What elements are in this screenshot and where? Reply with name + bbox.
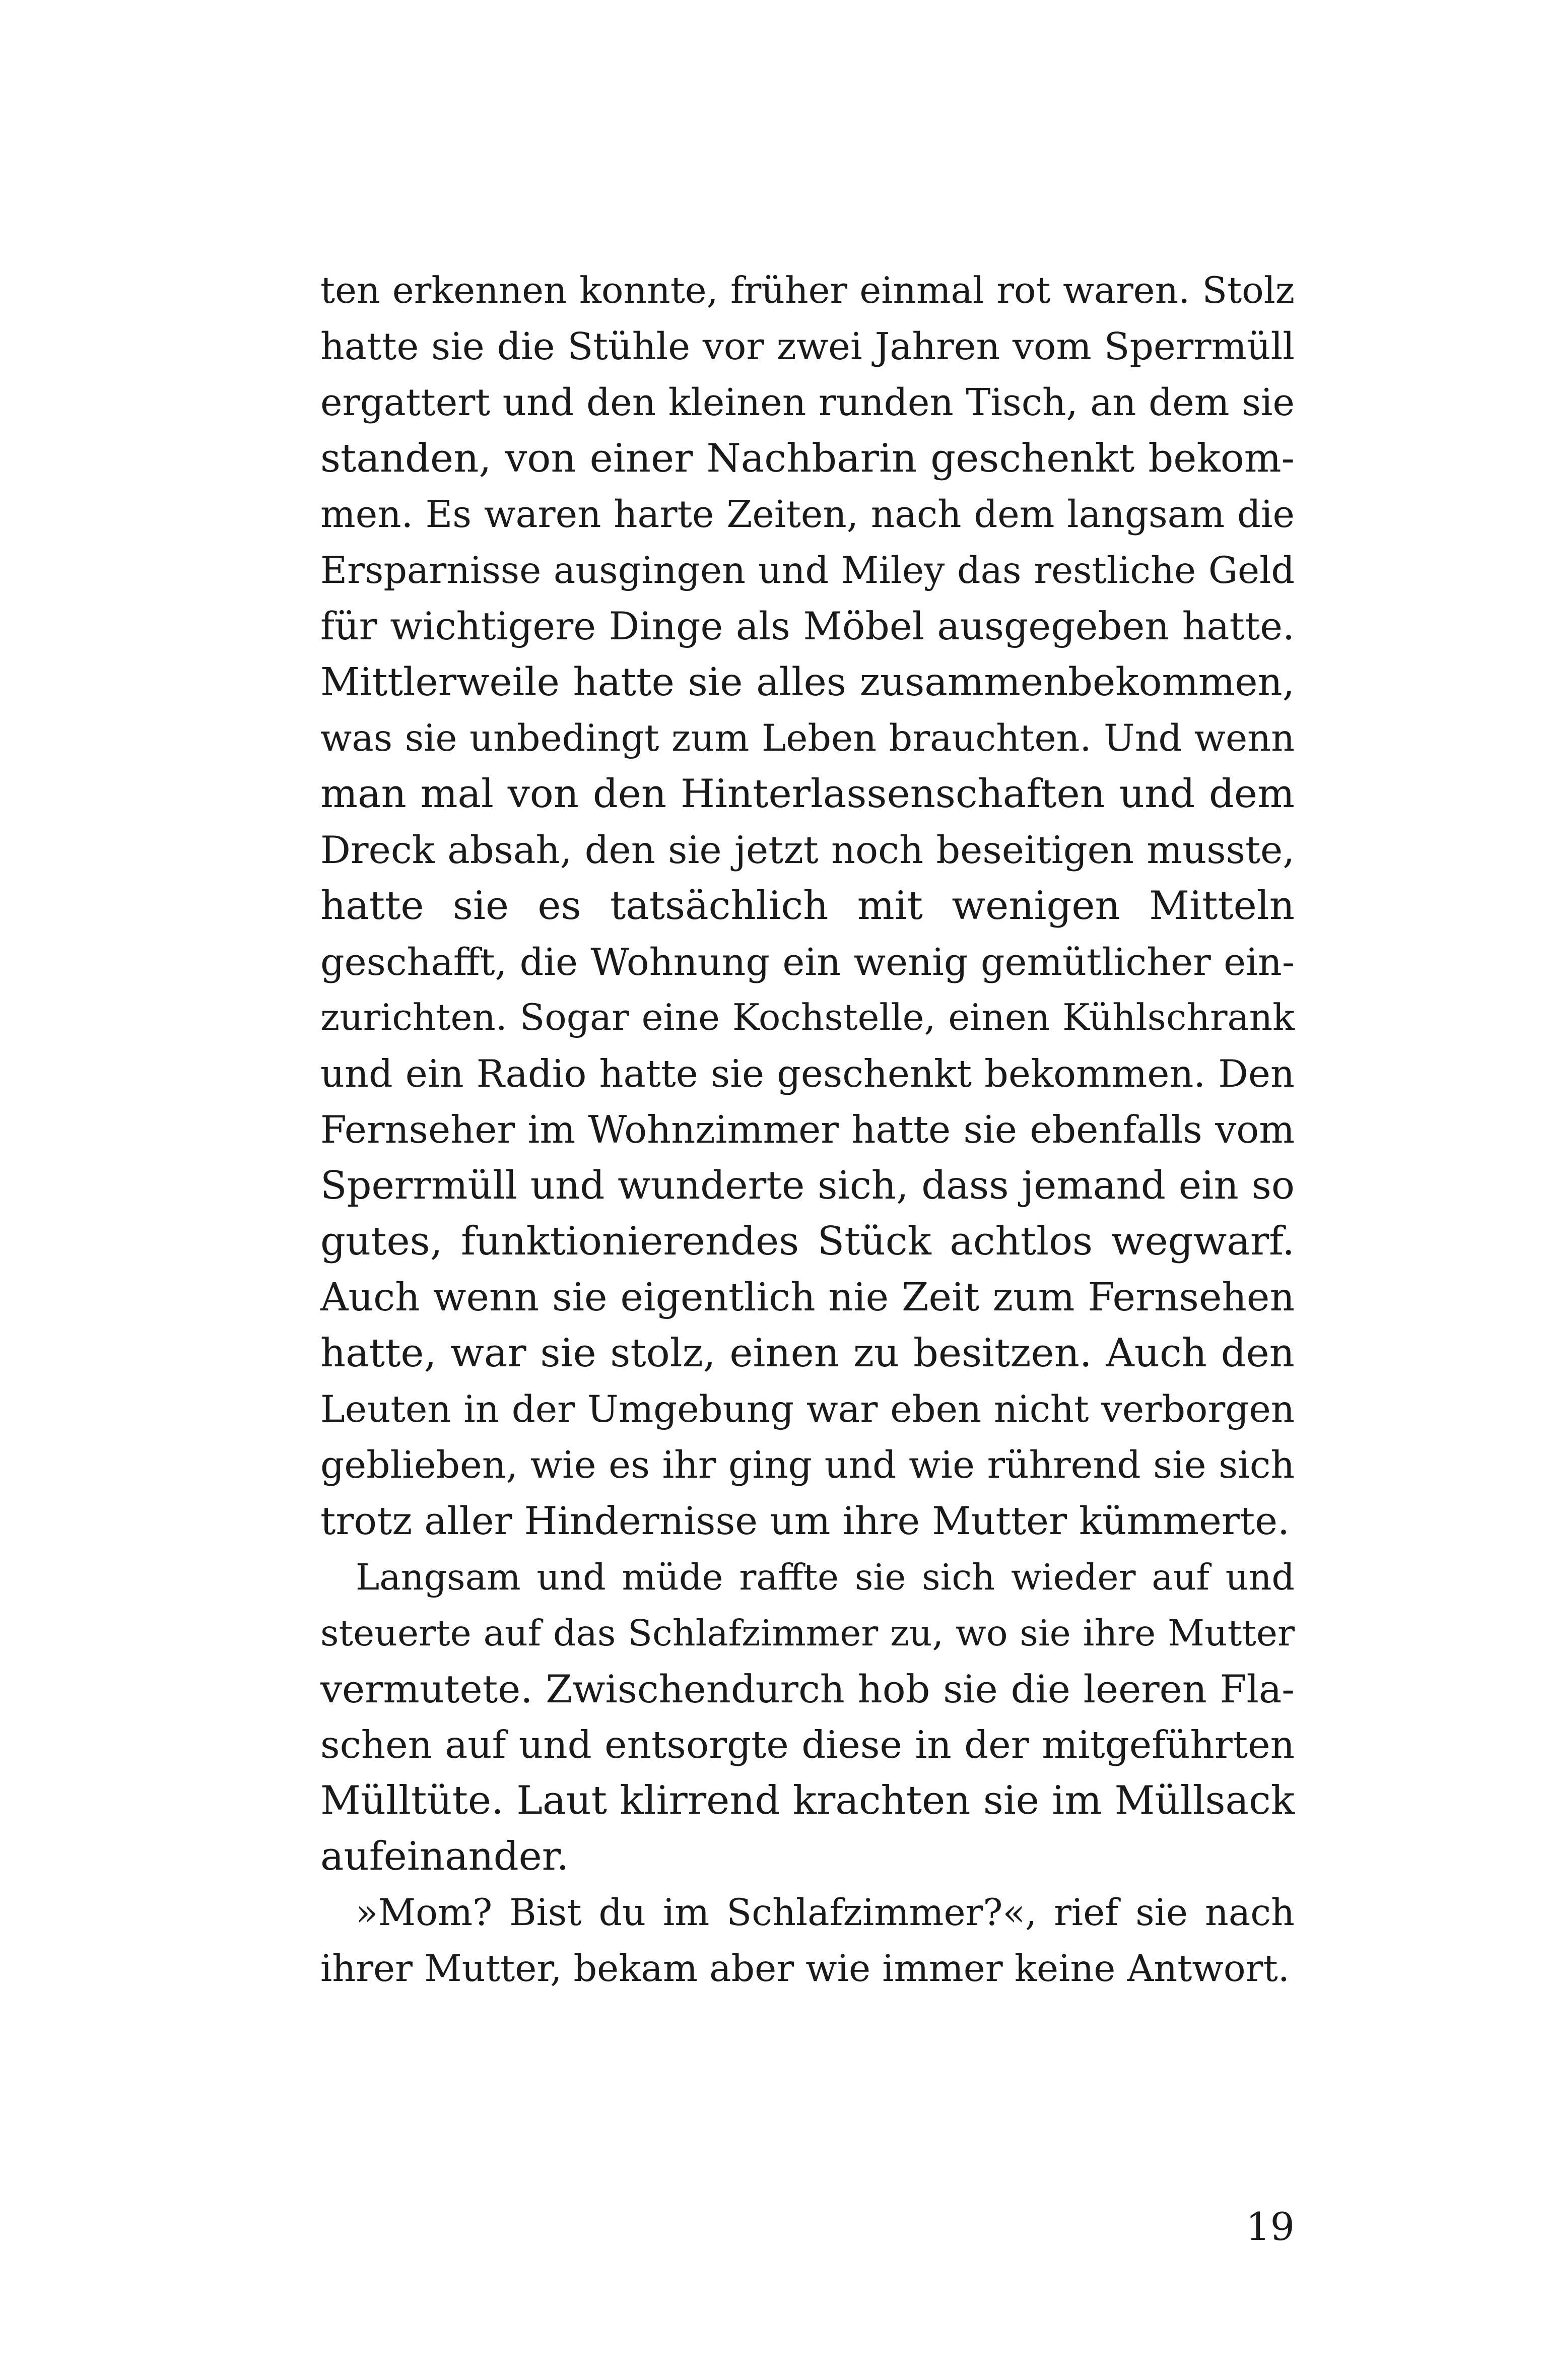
text-line: hatte sie die Stühle vor zwei Jahren vom Sperrmüll (320, 325, 1295, 368)
text-line: trotz aller Hindernisse um ihre Mutter kümmerte. (320, 1499, 1290, 1543)
text-line: aufeinander. (320, 1834, 569, 1879)
body-text (320, 263, 1295, 1997)
text-line: zurichten. Sogar eine Kochstelle, einen Kühlschrank (320, 997, 1295, 1039)
text-line: vermutete. Zwischendurch hob sie die leeren Fla- (320, 1667, 1295, 1711)
text-line: standen, von einer Nachbarin geschenkt bekom- (320, 436, 1295, 481)
text-line: »Mom? Bist du im Schlafzimmer?«, rief sie nach (356, 1891, 1295, 1934)
text-line: Ersparnisse ausgingen und Miley das restliche Geld (320, 549, 1295, 592)
text-line: hatte sie es tatsächlich mit wenigen Mitteln (320, 883, 1295, 929)
text-line: hatte, war sie stolz, einen zu besitzen. Auch den (320, 1331, 1295, 1376)
text-line: men. Es waren harte Zeiten, nach dem langsam die (320, 493, 1295, 536)
page-number: 19 (1246, 2204, 1295, 2249)
text-line: schen auf und entsorgte diese in der mitgeführten (320, 1723, 1295, 1767)
text-line: und ein Radio hatte sie geschenkt bekommen. Den (320, 1052, 1295, 1096)
text-line: gutes, funktionierendes Stück achtlos wegwarf. (320, 1219, 1295, 1264)
text-line: man mal von den Hinterlassenschaften und dem (320, 771, 1295, 817)
paragraph-1 (320, 263, 1295, 1549)
text-line: Mülltüte. Laut klirrend krachten sie im Müllsack (320, 1778, 1295, 1823)
text-line: Mittlerweile hatte sie alles zusammenbekommen, (320, 660, 1295, 705)
text-line: ten erkennen konnte, früher einmal rot waren. Stolz (320, 270, 1295, 312)
text-line: Dreck absah, den sie jetzt noch beseitigen musste, (320, 828, 1295, 872)
paragraph-2 (320, 1549, 1295, 1885)
text-line: geschafft, die Wohnung ein wenig gemütlicher ein- (320, 940, 1295, 984)
text-line: Auch wenn sie eigentlich nie Zeit zum Fernsehen (320, 1275, 1295, 1320)
text-line: was sie unbedingt zum Leben brauchten. Und wenn (320, 717, 1295, 760)
text-line: ergattert und den kleinen runden Tisch, an dem sie (320, 381, 1295, 424)
text-line: für wichtigere Dinge als Möbel ausgegeben hatte. (320, 604, 1295, 648)
paragraph-3 (320, 1885, 1295, 1997)
text-line: geblieben, wie es ihr ging und wie rührend sie sich (320, 1443, 1295, 1487)
text-line: steuerte auf das Schlafzimmer zu, wo sie ihre Mutter (320, 1612, 1295, 1654)
text-line: Fernseher im Wohnzimmer hatte sie ebenfalls vom (320, 1108, 1295, 1152)
text-line: Sperrmüll und wunderte sich, dass jemand ein so (320, 1163, 1295, 1208)
text-line: ihrer Mutter, bekam aber wie immer keine Antwort. (320, 1947, 1290, 1990)
text-line: Langsam und müde raffte sie sich wieder auf und (356, 1556, 1295, 1598)
text-line: Leuten in der Umgebung war eben nicht verborgen (320, 1388, 1295, 1431)
